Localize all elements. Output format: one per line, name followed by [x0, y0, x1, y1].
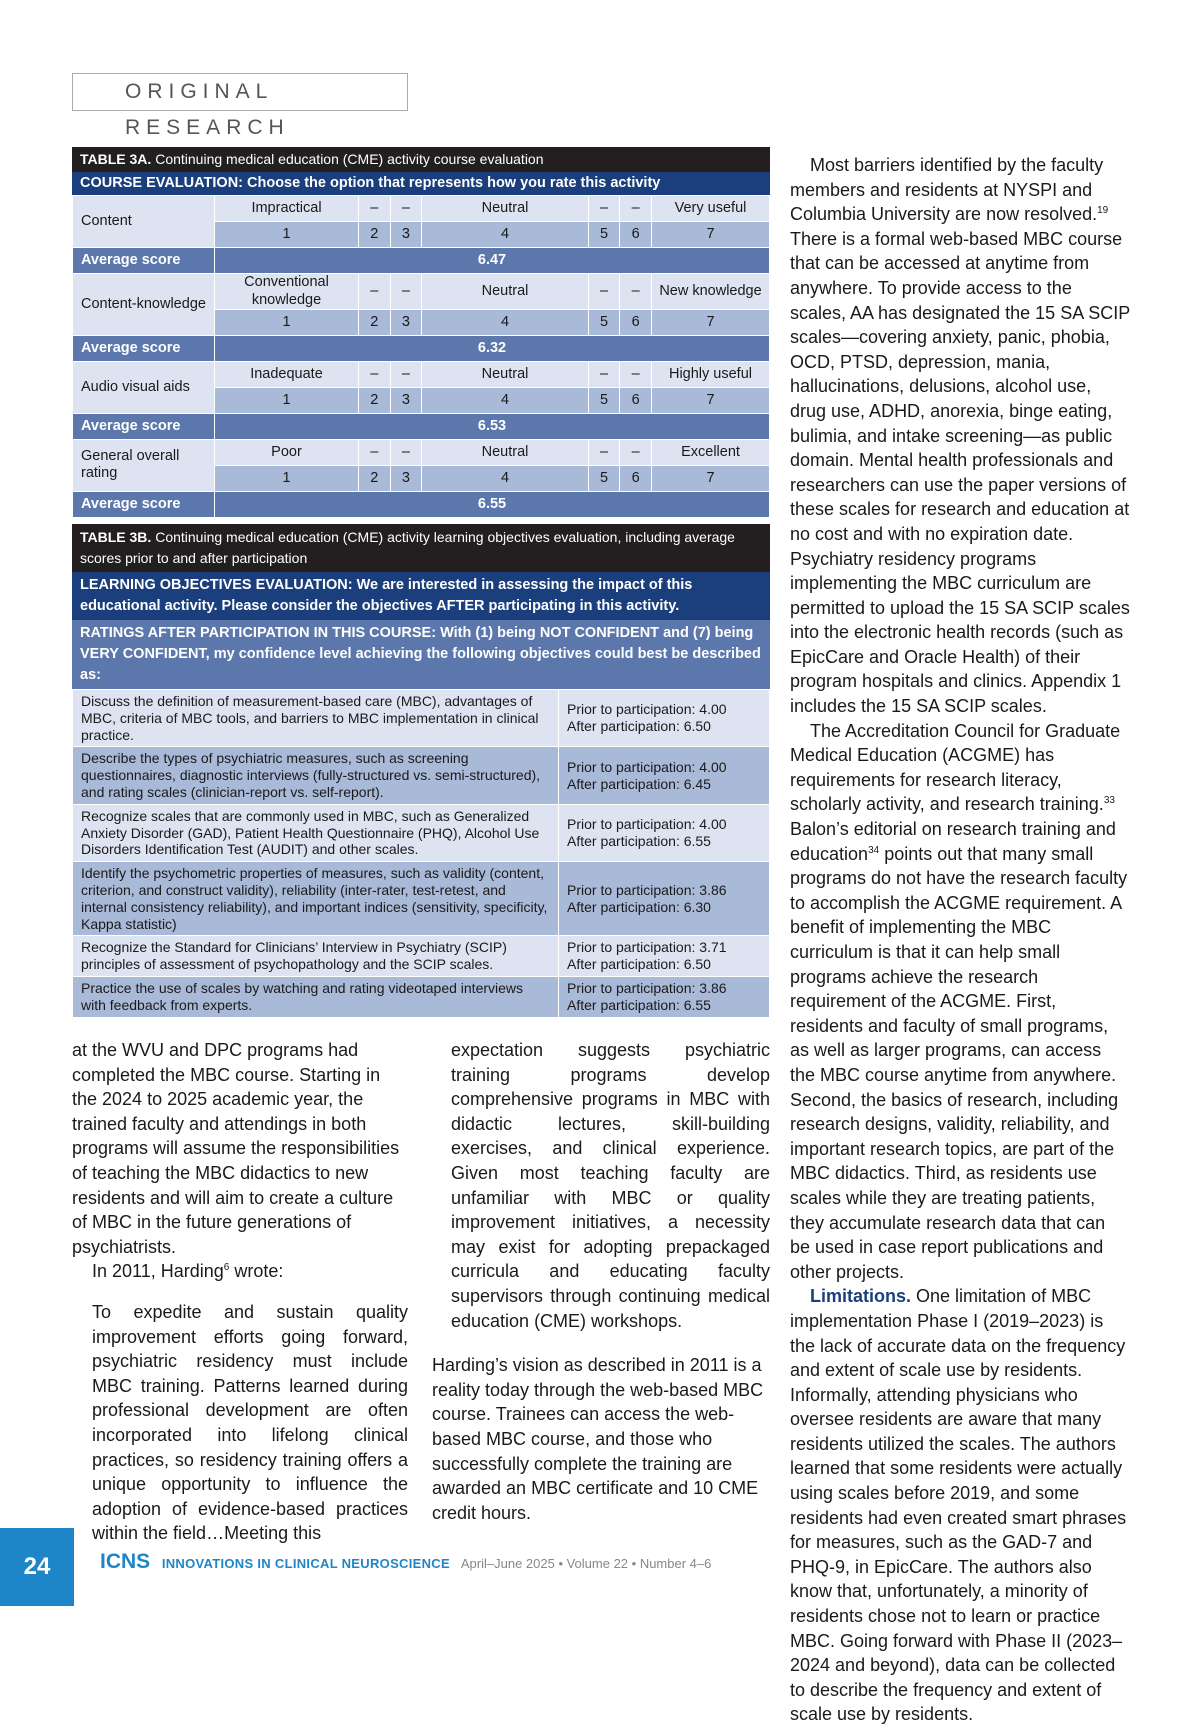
column-1	[72, 1038, 408, 1546]
scale-anchor-mid: Neutral	[422, 196, 588, 222]
table-3a-header: COURSE EVALUATION: Choose the option that represents how you rate this activity	[72, 172, 770, 195]
average-label: Average score	[73, 491, 215, 517]
objective-text: Describe the types of psychiatric measures, such as screening questionnaires, diagnostic interviews (fully-structured vs. semi-structured), and rating scales (clinician-report vs. self-report).	[73, 747, 559, 804]
objective-text: Discuss the definition of measurement-based care (MBC), advantages of MBC, criteria of MBC tools, and barriers to MBC implementation in clinical practice.	[73, 690, 559, 747]
objective-row	[73, 936, 770, 977]
paragraph: at the WVU and DPC programs had completed the MBC course. Starting in the 2024 to 2025 academic year, the trained faculty and attendings in both programs will assume the responsibilities of teaching the MBC didactics to new residents and will aim to create a culture of MBC in the future generations of psychiatrists.	[72, 1040, 400, 1257]
paragraph: In 2011, Harding$^6$ wrote:	[92, 1261, 284, 1282]
scale-number: 1	[215, 222, 359, 248]
paragraph: Harding’s vision as described in 2011 is a reality today through the web-based MBC course. Trainees can access the web-based MBC course, and those who successfully complete the training are awarded an MBC certificate and 10 CME credit hours.	[432, 1355, 764, 1523]
scale-number: 6	[620, 465, 652, 491]
table-3b-subheader: RATINGS AFTER PARTICIPATION IN THIS COURSE: With (1) being NOT CONFIDENT and (7) being VERY CONFIDENT, my confidence level achieving the following objectives could best be described as:	[72, 620, 770, 689]
table-3a	[72, 147, 770, 518]
after-score: After participation: 6.45	[567, 775, 711, 792]
scale-number: 3	[390, 222, 422, 248]
prior-score: Prior to participation: 4.00	[567, 758, 727, 775]
scale-anchor-low: Inadequate	[215, 361, 359, 387]
block-quote-continued: expectation suggests psychiatric training programs develop comprehensive programs in MBC with didactic lectures, skill-building exercises, and clinical experience. Given most teaching faculty are unfamiliar with MBC or quality improvement initiatives, a necessity may exist for adopting prepackaged curricula and educating faculty supervisors through continuing medical education (CME) workshops.	[451, 1040, 770, 1331]
scale-number: 3	[390, 309, 422, 335]
scale-number: 2	[359, 387, 391, 413]
table-3a-title: TABLE 3A. Continuing medical education (CME) activity course evaluation	[72, 147, 770, 172]
block-quote: To expedite and sustain quality improvement efforts going forward, psychiatric residency must include MBC training. Patterns learned during professional development are often incorporated into lifelong clinical practices, so residency training offers a unique opportunity to influence the adoption of evidence-based practices within the field…Meeting this	[92, 1301, 408, 1544]
footer	[100, 1550, 711, 1574]
scale-number: 4	[422, 465, 588, 491]
after-score: After participation: 6.50	[567, 718, 711, 735]
scale-number: 4	[422, 309, 588, 335]
scale-number: 7	[652, 309, 770, 335]
scale-number: 2	[359, 465, 391, 491]
table-3b-header: LEARNING OBJECTIVES EVALUATION: We are interested in assessing the impact of this educational activity. Please consider the objectives AFTER participating in this activity.	[72, 572, 770, 620]
scale-dash: –	[390, 274, 422, 310]
scale-anchor-mid: Neutral	[422, 274, 588, 310]
scale-number: 4	[422, 222, 588, 248]
row-label: Audio visual aids	[73, 361, 215, 413]
objective-text: Identify the psychometric properties of measures, such as validity (content, criterion, and construct validity), reliability (inter-rater, test-retest, and internal consistency reliability), and important indices (sensitivity, specificity, Kappa statistic)	[73, 862, 559, 936]
page-number: 24	[0, 1528, 74, 1606]
paragraph: Most barriers identified by the faculty members and residents at NYSPI and Columbia University are now resolved.$^{19}$ There is a formal web-based MBC course that can be accessed at anytime from anywhere. To provide access to the scales, AA has designated the 15 SA SCIP scales—covering anxiety, panic, phobia, OCD, PTSD, depression, mania, hallucinations, delusions, alcohol use, drug use, ADHD, anorexia, binge eating, bulimia, and intake screening—as public domain. Mental health professionals and researchers can use the paper versions of these scales for research and education at no cost and with no expiration date. Psychiatry residency programs implementing the MBC curriculum are permitted to upload the 15 SA SCIP scales into the electronic health records (such as EpicCare and Oracle Health) of their program hospitals and clinics. Appendix 1 includes the 15 SA SCIP scales.	[790, 155, 1130, 717]
average-score: 6.55	[215, 491, 770, 517]
scale-number: 5	[588, 309, 620, 335]
scale-number: 5	[588, 222, 620, 248]
journal-name: INNOVATIONS IN CLINICAL NEUROSCIENCE	[161, 1556, 450, 1571]
objective-text: Recognize scales that are commonly used in MBC, such as Generalized Anxiety Disorder (GAD), Patient Health Questionnaire (PHQ), Alcohol Use Disorders Identification Test (AUDIT) and other scales.	[73, 804, 559, 861]
scale-dash: –	[359, 439, 391, 465]
objective-scores	[559, 977, 770, 1018]
scale-number: 5	[588, 387, 620, 413]
scale-number: 3	[390, 387, 422, 413]
issue-info: April–June 2025 • Volume 22 • Number 4–6	[460, 1556, 712, 1571]
average-score: 6.53	[215, 413, 770, 439]
scale-number: 7	[652, 222, 770, 248]
scale-number: 1	[215, 309, 359, 335]
objective-row	[73, 862, 770, 936]
prior-score: Prior to participation: 3.86	[567, 980, 727, 997]
scale-anchor-high: Excellent	[652, 439, 770, 465]
scale-label-row	[73, 439, 770, 465]
objective-scores	[559, 862, 770, 936]
scale-number: 2	[359, 309, 391, 335]
scale-dash: –	[390, 361, 422, 387]
scale-dash: –	[359, 361, 391, 387]
journal-logo: ICNS	[100, 1550, 151, 1573]
average-row	[73, 491, 770, 517]
paragraph: Limitations. One limitation of MBC implementation Phase I (2019–2023) is the lack of accurate data on the frequency and extent of scale use by residents. Informally, attending physicians who oversee residents are aware that many residents utilized the scales. The authors learned that some residents were actually using scales before 2019, and some residents had even created smart phrases for measures, such as the GAD-7 and PHQ-9, in EpicCare. The authors also know that, unfortunately, a minority of residents chose not to learn or practice MBC. Going forward with Phase II (2023–2024 and beyond), data can be collected to describe the frequency and extent of scale use by residents.	[790, 1286, 1127, 1725]
scale-dash: –	[359, 196, 391, 222]
scale-anchor-low: Poor	[215, 439, 359, 465]
table-3b	[72, 524, 770, 1018]
scale-anchor-high: New knowledge	[652, 274, 770, 310]
objective-row	[73, 747, 770, 804]
objective-row	[73, 804, 770, 861]
scale-number: 6	[620, 309, 652, 335]
after-score: After participation: 6.55	[567, 996, 711, 1013]
prior-score: Prior to participation: 3.86	[567, 882, 727, 899]
scale-label-row	[73, 196, 770, 222]
column-3	[790, 153, 1130, 1727]
after-score: After participation: 6.30	[567, 898, 711, 915]
scale-number: 3	[390, 465, 422, 491]
scale-label-row	[73, 274, 770, 310]
objective-scores	[559, 936, 770, 977]
objective-text: Recognize the Standard for Clinicians’ Interview in Psychiatry (SCIP) principles of assessment of psychopathology and the SCIP scales.	[73, 936, 559, 977]
row-label: Content-knowledge	[73, 274, 215, 336]
average-row	[73, 248, 770, 274]
prior-score: Prior to participation: 3.71	[567, 939, 727, 956]
scale-number: 6	[620, 387, 652, 413]
row-label: General overall rating	[73, 439, 215, 491]
scale-anchor-mid: Neutral	[422, 439, 588, 465]
paragraph: The Accreditation Council for Graduate Medical Education (ACGME) has requirements for research literacy, scholarly activity, and research training.$^{33}$ Balon’s editorial on research training and education$^{34}$ points out that many small programs do not have the research faculty to accomplish the ACGME requirement. A benefit of implementing the MBC curriculum is that it can help small programs achieve the research requirement of the ACGME. First, residents and faculty of small programs, as well as larger programs, can access the MBC course anytime from anywhere. Second, the basics of research, including research designs, validity, reliability, and important research topics, are part of the MBC didactics. Third, as residents use scales while they are treating patients, they accumulate research data that can be used in case report publications and other projects.	[790, 720, 1128, 1282]
prior-score: Prior to participation: 4.00	[567, 701, 727, 718]
scale-dash: –	[390, 196, 422, 222]
scale-number: 1	[215, 465, 359, 491]
scale-dash: –	[620, 274, 652, 310]
scale-anchor-high: Very useful	[652, 196, 770, 222]
average-score: 6.32	[215, 335, 770, 361]
scale-number: 4	[422, 387, 588, 413]
scale-number: 7	[652, 465, 770, 491]
scale-anchor-low: Conventional knowledge	[215, 274, 359, 310]
row-label: Content	[73, 196, 215, 248]
scale-dash: –	[588, 196, 620, 222]
limitations-heading: Limitations.	[810, 1286, 912, 1307]
scale-dash: –	[588, 361, 620, 387]
scale-number: 1	[215, 387, 359, 413]
average-row	[73, 335, 770, 361]
scale-dash: –	[390, 439, 422, 465]
scale-label-row	[73, 361, 770, 387]
objective-row	[73, 690, 770, 747]
objective-text: Practice the use of scales by watching and rating videotaped interviews with feedback from experts.	[73, 977, 559, 1018]
scale-dash: –	[620, 439, 652, 465]
scale-number: 5	[588, 465, 620, 491]
section-label: ORIGINAL RESEARCH	[72, 73, 408, 111]
scale-dash: –	[359, 274, 391, 310]
after-score: After participation: 6.55	[567, 833, 711, 850]
prior-score: Prior to participation: 4.00	[567, 816, 727, 833]
table-3b-grid	[72, 689, 770, 1018]
column-2	[432, 1038, 770, 1525]
scale-dash: –	[588, 439, 620, 465]
objective-scores	[559, 747, 770, 804]
scale-dash: –	[620, 196, 652, 222]
objective-row	[73, 977, 770, 1018]
table-3a-grid	[72, 195, 770, 518]
average-label: Average score	[73, 413, 215, 439]
scale-number: 7	[652, 387, 770, 413]
scale-anchor-mid: Neutral	[422, 361, 588, 387]
scale-anchor-low: Impractical	[215, 196, 359, 222]
scale-number: 2	[359, 222, 391, 248]
objective-scores	[559, 804, 770, 861]
scale-dash: –	[588, 274, 620, 310]
scale-anchor-high: Highly useful	[652, 361, 770, 387]
scale-number: 6	[620, 222, 652, 248]
objective-scores	[559, 690, 770, 747]
average-score: 6.47	[215, 248, 770, 274]
scale-dash: –	[620, 361, 652, 387]
after-score: After participation: 6.50	[567, 956, 711, 973]
average-label: Average score	[73, 335, 215, 361]
table-3b-title: TABLE 3B. Continuing medical education (CME) activity learning objectives evaluation, including average scores prior to and after participation	[72, 524, 770, 572]
average-label: Average score	[73, 248, 215, 274]
average-row	[73, 413, 770, 439]
